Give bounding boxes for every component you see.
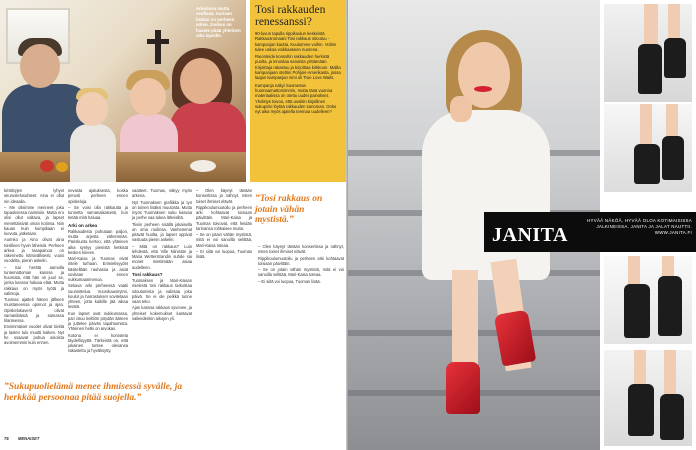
pull-quote-right: ”Tosi rakkaus on jotain vähän mystistä.” [255, 194, 323, 225]
paragraph: Kun lapset ovat nukkumassa, pari istuu keittiön pöydän ääreen ja juttelee päivän tapahtumista. Yhteinen hetki on arvokas. [68, 310, 128, 332]
black-boot-icon [628, 384, 654, 436]
page-footer [4, 436, 47, 441]
black-boot-icon [624, 284, 650, 338]
family-photo [0, 0, 246, 182]
sidebar-box [250, 0, 346, 182]
black-boot-icon [638, 44, 662, 94]
subheading: Arki on arkea [68, 222, 98, 228]
paragraph: Aurinko ja Aino olivat aina toisilleen hyvin läheisiä. Perheen arkea ja tasapainoa on rakennettu kärsivällisesti, vuosi vuodelta, pienin askelin. [4, 237, 64, 264]
paragraph: – Se on jotain vähän mystistä, mitä ei voi sanoilla selittää, Mari-Kaisa toteaa. [258, 267, 344, 278]
right-magazine-page [348, 0, 696, 450]
paragraph: Ensimmäiset vuodet olivat tiiviitä ja lasten tulo muutti kaiken. Nyt he osaavat puhua asioista avoimemmin kuin ennen. [4, 324, 64, 345]
paragraph: Rakkaudesta puhutaan paljon, mutta arjesta vähemmän. Pariskunta kertoo, että yhteinen aika syntyy pienistä hetkistä kesken kiireen. [68, 228, 128, 255]
toddler-figure [76, 92, 108, 126]
model-white-dress [422, 110, 550, 280]
sidebar-paragraph: 90-luvun tapulla rippikoulun keskeistä Rakkausromaani Tosi rakkaus sitoutuu -kampanjan kautta, Kuulumme voihin. Voihin tulee uskoa voikkaaseen nuorena. [255, 31, 337, 52]
paragraph: – Ei siitä voi luopua, Tuomas lisää. [196, 248, 252, 259]
paragraph: Tuomas ajatteli hänen jälkeen muistaneensa opinnot ja ajan. Opiskelukaverit olivat samanikäisiä ja samassa tilanteessa. [4, 297, 64, 323]
ad-tagline: HYVÄÄ NÄKÖÄ, HYVÄÄ OLOA KOTIMAISISSA JALKINEISSA. JANITA JA JALAT NAUTTII. [587, 218, 692, 229]
left-magazine-page [0, 0, 346, 450]
sidebar-paragraph: Kampanja näkyi Suomessa huomaamattomimmin, mutta tänä vuonna materiaalissa on otettu uudet painokset. Yhdistys toivoo, että uusikin kirjallinen sukupolvi löytää rakkauden sanoman. Onko nyt aika myös ajatella teemaa uudelleen? [255, 82, 337, 115]
paragraph: – Olen käynyt tänään konsertissa ja nähnyt, miten toiset ihmiset elävät. [258, 244, 344, 255]
black-boot-icon [634, 144, 660, 184]
wall-cross-icon [155, 30, 161, 64]
subheading: Tosi rakkaus? [132, 271, 163, 277]
paragraph: – Olen käynyt tänään konsertissa ja nähnyt, miten toiset ihmiset elävät. [196, 188, 252, 204]
text-column-5 [258, 244, 344, 285]
paragraph: – Ei siitä voi luopua, Tuomas lisää. [258, 278, 321, 284]
paragraph: – Sai herätä aamulla tuntemattoman kanssa ja huomata, että hän on juuri se, jonka kanssa haluaa elää. Mutta rakkaus on myös työtä ja valintoja. [4, 264, 64, 296]
boot-thumbnail [604, 350, 692, 446]
boot-thumbnail [604, 256, 692, 344]
boot-thumbnail [604, 104, 692, 192]
paragraph: Rippikoulumuotoilu ja perheen arki kohtaavat toisiaan päivittäin. [258, 255, 344, 266]
ad-url: WWW.JANITA.FI [654, 230, 692, 235]
magazine-name: MENAISET [17, 436, 40, 441]
red-boot-icon [446, 362, 480, 414]
janita-ad-banner [484, 212, 696, 252]
paragraph: Rippikoulumuotoilu ja perheen arki kohtaavat toisiaan päivittäin. Mari-Kaisa ja Tuomas toivovat, että heidän tarinansa rohkaisee muita. [196, 204, 252, 231]
paragraph: Ajan kanssa rakkaus syvenee, ja yhteiset kokemukset kantavat vaikeidenkin aikojen yli. [132, 305, 192, 321]
paragraph: – Se on jotain vähän mystistä, mitä ei voi sanoilla selittää, Mari-Kaisa toteaa. [196, 232, 252, 248]
sidebar-paragraph: Rieonteide konsoltin rakkauden herkistä puolta, ja innostaa sanoista yrittämään. Kirjoittaja rakastuu ja kirjoittaa kirkkoon. Mallia kampanjaan otettiin Pohjois-Amerikasta, jossa laajan kampanjan nimi oli True Love Waits. [255, 54, 341, 81]
boot-thumbnail [604, 4, 692, 102]
brand-name: JANITA [492, 224, 568, 246]
paragraph: nevasta ajatuksesta, koska perusti perheen ennen opiskeluja. [68, 188, 128, 204]
paragraph: Mari-Kaisa ja Tuomas eivät riitele turhaan. Erimielisyydet käsitellään rauhassa ja asiat sovitaan ennen nukkumaanmenoa. [68, 256, 128, 282]
paragraph: kristittyjen lyhyet seurustelusuhteet. Aina ei ollut nin ideaalia. [4, 188, 64, 204]
paragraph: Kotona ei korosteta täydellisyyttä. Tärkeintä on, että jokainen tuntee olevansa rakastettu ja hyväksytty. [68, 332, 128, 354]
paragraph: vaatteet. Tuomas, näkyy myös arkena. [132, 188, 192, 199]
text-column-2 [68, 188, 128, 355]
text-column-4 [196, 188, 252, 260]
paragraph: Tuomaksen ja Mari-Kaisan mielestä tosi rakkaus tarkoittaa sitoutumista ja valintaa joka päivä. Se ei ole pelkkä tunne vaan teko. [132, 278, 192, 304]
father-figure [20, 44, 60, 88]
paragraph: Nyt Tuomaksen grafiikka ja työ on toinen lisäksi muutosta. Mutta myös Tuomaksen suku kasvaa ja perhe saa tukea läheisiltä. [132, 199, 192, 221]
mother-figure [180, 58, 222, 104]
red-boot-icon [494, 309, 537, 366]
plate-icon [190, 160, 216, 172]
paragraph: – Me olisimme menneet joka tapauksessa naimisiin. Mutta ero olisi ollut valtava, ja lapset menettäisivät oman kotinsa. Niin kauan kuin kumpikaan ei luovuta, jatketaan. [4, 204, 64, 236]
girl-figure [130, 78, 166, 116]
paragraph: Tiiviin perheen sisällä jokaisella on oma roolinsa. Vanhemmat pitävät huolta, ja lapset oppivat vastuuta pienin askelin. [132, 221, 192, 243]
pull-quote-bottom: ”Sukupuolielämä menee ihmisessä syvälle, ja herkkää persoonaa pitää suojella.” [4, 382, 183, 403]
sidebar-title: Tosi rakkauden renessanssi? [255, 4, 326, 28]
paragraph: – Mitä on rakkaus? Luin lehdestä, että Ville Niinistön ja Maria Wetterstrandin suhde sai monet miettimään asiaa uudelleen. [132, 243, 192, 270]
paragraph: – Se voisi olla rakkautta ja tunnetta samanaikaisesti, kun tietää mitä haluaa. [68, 204, 128, 221]
paragraph: Sekava arki perheessä vaatii suunnittelua. Vuorokausirytmi, koulut ja harrastukset sovitetaan yhteen, jotta kaikille jää aikaa levätä. [68, 283, 128, 310]
text-column-3 [132, 188, 192, 322]
fruit-icon [40, 160, 54, 172]
photo-caption: Arkiolosa mutta seaflasa. Auriaan lisäksi on perheen arkea. Joskus on haaste pitää yhteinen aika lapsille. [196, 6, 241, 39]
text-column-1 [4, 188, 64, 346]
page-number: 78 [4, 436, 9, 441]
